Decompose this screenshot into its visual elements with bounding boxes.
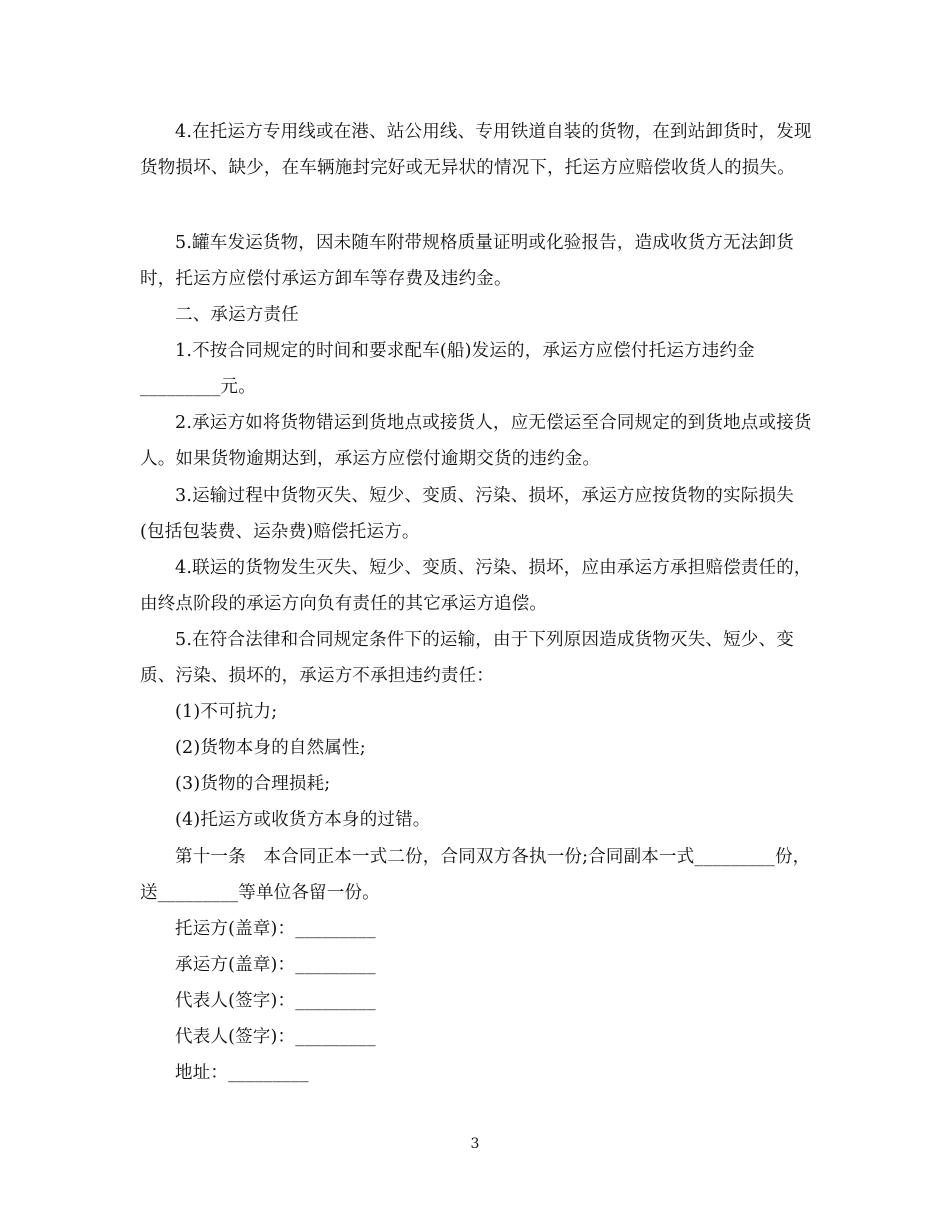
- paragraph-carrier-liability-1: 1.不按合同规定的时间和要求配车(船)发运的，承运方应偿付托运方违约金_________元。: [140, 341, 755, 397]
- section-heading-carrier-liability: 二、承运方责任: [175, 305, 299, 325]
- list-item-natural-property: (2)货物本身的自然属性;: [175, 738, 366, 758]
- paragraph-carrier-liability-2: 2.承运方如将货物错运到货地点或接货人，应无偿运至合同规定的到货地点或接货人。如果货物逾期达到，承运方应偿付逾期交货的违约金。: [140, 413, 812, 469]
- paragraph-shipper-liability-4: 4.在托运方专用线或在港、站公用线、专用铁道自装的货物，在到站卸货时，发现货物损坏、缺少，在车辆施封完好或无异状的情况下，托运方应赔偿收货人的损失。: [140, 122, 812, 178]
- paragraph-carrier-liability-4: 4.联运的货物发生灭失、短少、变质、污染、损坏，应由承运方承担赔偿责任的，由终点阶段的承运方向负有责任的其它承运方追偿。: [140, 558, 812, 614]
- signature-line-shipper-seal: 托运方(盖章)：_________: [175, 919, 376, 939]
- list-item-force-majeure: (1)不可抗力;: [175, 702, 278, 722]
- list-item-reasonable-loss: (3)货物的合理损耗;: [175, 774, 331, 794]
- paragraph-shipper-liability-5: 5.罐车发运货物，因未随车附带规格质量证明或化验报告，造成收货方无法卸货时，托运方应偿付承运方卸车等存费及违约金。: [140, 233, 794, 289]
- paragraph-carrier-liability-5: 5.在符合法律和合同规定条件下的运输，由于下列原因造成货物灭失、短少、变质、污染、损坏的，承运方不承担违约责任：: [140, 630, 794, 686]
- paragraph-carrier-liability-3: 3.运输过程中货物灭失、短少、变质、污染、损坏，承运方应按货物的实际损失(包括包装费、运杂费)赔偿托运方。: [140, 486, 794, 542]
- page-number: 3: [470, 1136, 480, 1152]
- signature-line-address: 地址：_________: [175, 1063, 309, 1083]
- signature-line-representative-2: 代表人(签字)：_________: [175, 1027, 376, 1047]
- list-item-party-fault: (4)托运方或收货方本身的过错。: [175, 810, 431, 830]
- signature-line-carrier-seal: 承运方(盖章)：_________: [175, 955, 376, 975]
- paragraph-article-11: 第十一条 本合同正本一式二份，合同双方各执一份;合同副本一式_________份，送_________等单位各留一份。: [140, 847, 811, 903]
- signature-line-representative-1: 代表人(签字)：_________: [175, 991, 376, 1011]
